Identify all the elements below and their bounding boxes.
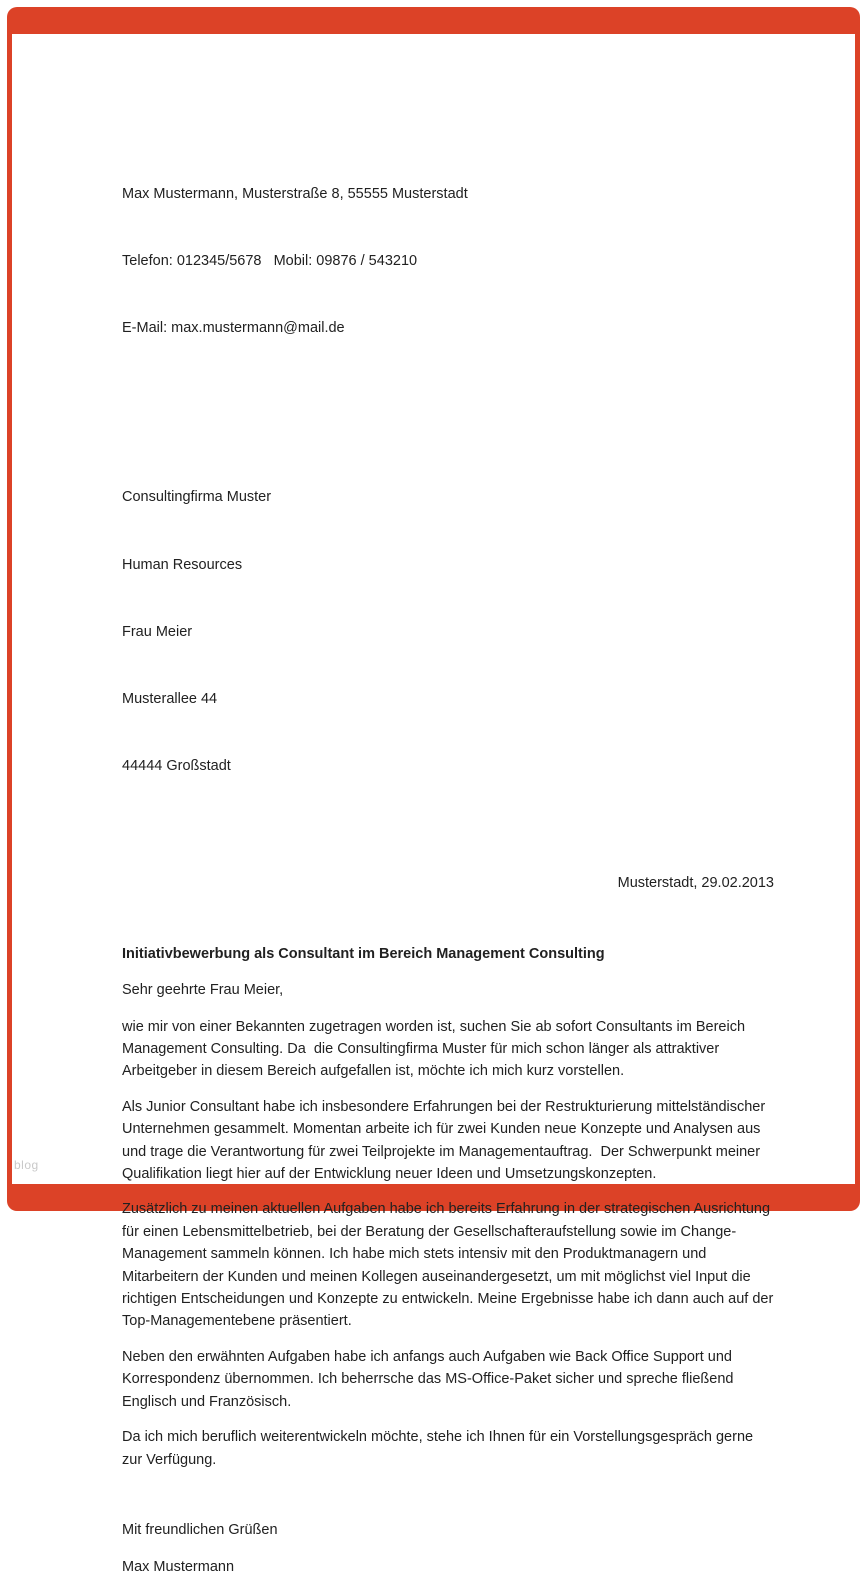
sender-phone-line: Telefon: 012345/5678 Mobil: 09876 / 543210 <box>122 253 418 270</box>
recipient-city: 44444 Großstadt <box>122 758 231 775</box>
paragraph-2: Als Junior Consultant habe ich insbesondere Erfahrungen bei der Restrukturierung mittelständischer Unternehmen gesammelt. Momentan arbeite ich für zwei Kunden neue Konzepte und Analysen aus und trage die Verantwortung für zwei Teilprojekte im Managementauftrag. Der Schwerpunkt meiner Qualifikation liegt hier auf der Entwicklung neuer Ideen und Umsetzungskonzepten. <box>122 1098 770 1183</box>
signature-name: Max Mustermann <box>122 1559 235 1576</box>
recipient-contact: Frau Meier <box>122 623 193 640</box>
recipient-block <box>122 441 774 822</box>
recipient-street: Musterallee 44 <box>122 690 218 707</box>
letter-body <box>122 34 778 1579</box>
sender-email-line: E-Mail: max.mustermann@mail.de <box>122 320 345 337</box>
sender-block <box>122 138 774 384</box>
watermark-text: blog <box>14 1158 39 1172</box>
paragraph-1: wie mir von einer Bekannten zugetragen worden ist, suchen Sie ab sofort Consultants im Bereich Management Consulting. Da die Consultingfirma Muster für mich schon länger als attraktiver Arbeitgeber in diesem Bereich aufgefallen ist, möchte ich mich kurz vorstellen. <box>122 1018 750 1080</box>
paragraph-5: Da ich mich beruflich weiterentwickeln möchte, stehe ich Ihnen für ein Vorstellungsgespräch gerne zur Verfügung. <box>122 1429 758 1468</box>
closing-formula: Mit freundlichen Grüßen <box>122 1521 278 1538</box>
salutation: Sehr geehrte Frau Meier, <box>122 982 284 999</box>
paragraph-4: Neben den erwähnten Aufgaben habe ich anfangs auch Aufgaben wie Back Office Support und Korrespondenz übernommen. Ich beherrsche das MS-Office-Paket sicher und spreche fließend Englisch und Französisch. <box>122 1348 738 1410</box>
sender-address-line: Max Mustermann, Musterstraße 8, 55555 Musterstadt <box>122 185 468 202</box>
decorative-border-frame <box>7 7 860 1576</box>
subject-line: Initiativbewerbung als Consultant im Bereich Management Consulting <box>122 945 605 962</box>
recipient-company: Consultingfirma Muster <box>122 489 272 506</box>
paragraph-3: Zusätzlich zu meinen aktuellen Aufgaben habe ich bereits Erfahrung in der strategischen Ausrichtung für einen Lebensmittelbetrieb, bei der Beratung der Gesellschafteraufstellung sowie im Change-Management sammeln können. Ich habe mich stets intensiv mit den Produktmanagern und Mitarbeitern der Kunden und meinen Kollegen auseinandergesetzt, um mit möglichst viel Input die richtigen Entscheidungen und Konzepte zu entwickeln. Meine Ergebnisse habe ich dann auch auf der Top-Managementebene präsentiert. <box>122 1201 778 1330</box>
recipient-department: Human Resources <box>122 556 243 573</box>
date-line: Musterstadt, 29.02.2013 <box>617 875 774 892</box>
